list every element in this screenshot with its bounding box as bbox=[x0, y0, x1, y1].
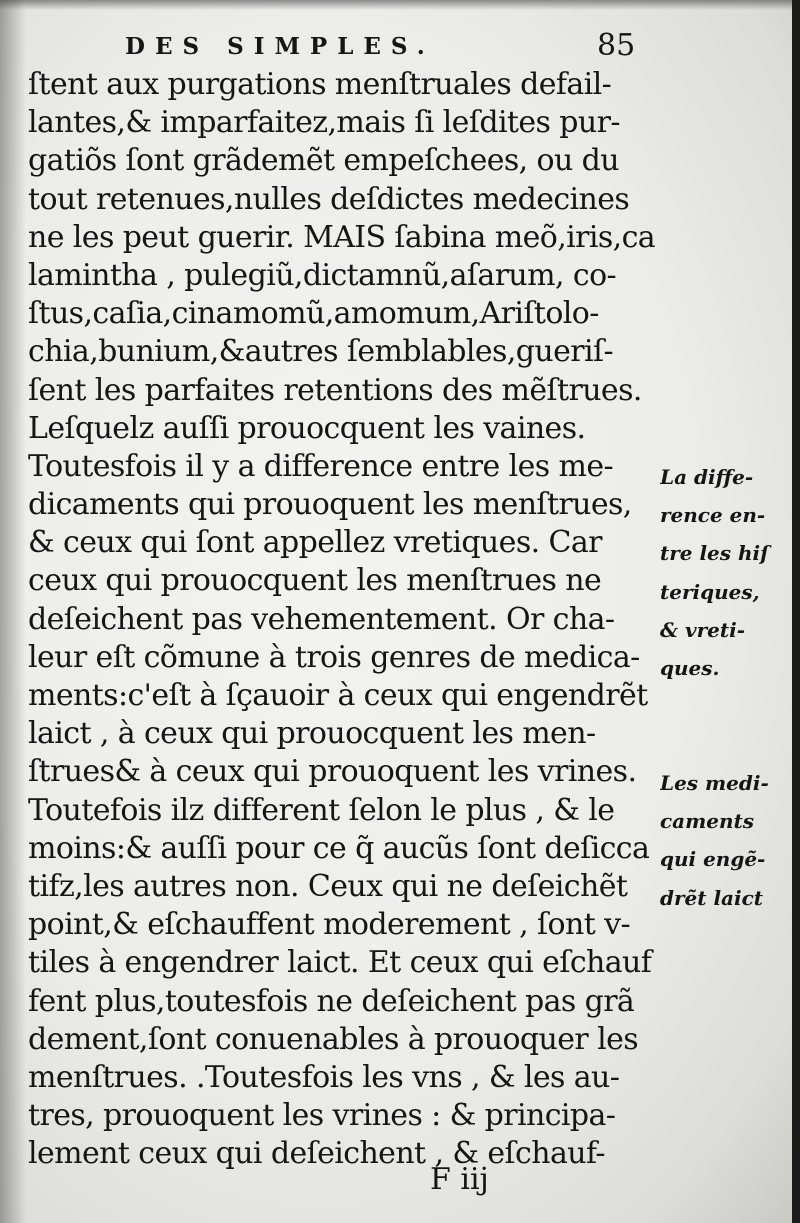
top-edge-shadow bbox=[0, 0, 800, 10]
margin-note-medicaments bbox=[660, 764, 795, 917]
text-line: ſtus,caſia,cinamomũ,amomum,Ariſtolo- bbox=[28, 296, 599, 332]
page-number: 85 bbox=[597, 28, 636, 63]
text-line: ceux qui prouocquent les menſtrues ne bbox=[28, 563, 602, 599]
text-line: laict , à ceux qui prouocquent les men- bbox=[28, 716, 596, 752]
text-line: chia,bunium,&autres ſemblables,gueriſ- bbox=[28, 334, 614, 370]
text-line: tout retenues,nulles deſdictes medecines bbox=[28, 181, 630, 217]
text-line: Toutesfois il y a difference entre les me- bbox=[28, 448, 614, 484]
margin-note-line: rence en- bbox=[660, 503, 766, 528]
text-line: fent plus,toutesfois ne deſeichent pas grã bbox=[28, 983, 635, 1019]
margin-note-line: & vreti- bbox=[660, 617, 746, 642]
text-line: leur eſt cõmune à trois genres de medica- bbox=[28, 639, 640, 675]
margin-note-line: caments bbox=[660, 809, 755, 834]
text-line: ſtrues& à ceux qui prouoquent les vrines. bbox=[28, 754, 637, 790]
margin-note-line: La diffe- bbox=[660, 465, 754, 489]
margin-note-line: ques. bbox=[660, 655, 720, 680]
margin-note-line: tre les hiſ bbox=[660, 541, 769, 566]
text-line: lamintha , pulegiũ,dictamnũ,aſarum, co- bbox=[28, 257, 617, 293]
signature-mark: F iij bbox=[430, 1162, 489, 1197]
text-line: dicaments qui prouoquent les menſtrues, bbox=[28, 487, 632, 523]
text-line: lantes,& imparfaitez,mais ſi leſdites pur- bbox=[28, 105, 620, 141]
margin-note-line: teriques, bbox=[660, 579, 760, 604]
text-line: gatiõs ſont grãdemẽt empeſchees, ou du bbox=[28, 143, 619, 179]
text-line: ne les peut guerir. MAIS ſabina meõ,iris,ca bbox=[28, 219, 656, 255]
text-line: menſtrues. .Toutesfois les vns , & les au- bbox=[28, 1059, 620, 1095]
gutter-shadow bbox=[0, 0, 26, 1223]
text-line: ſtent aux purgations menſtruales defail- bbox=[28, 67, 612, 102]
text-line: dement,ſont conuenables à prouoquer les bbox=[28, 1021, 639, 1057]
margin-note-line: Les medi- bbox=[660, 771, 769, 795]
text-line: moins:& auſſi pour ce q̃ aucũs ſont deſicca bbox=[28, 830, 650, 866]
running-head: DES SIMPLES. bbox=[125, 33, 435, 60]
text-line: ſent les parfaites retentions des mẽſtrues. bbox=[28, 372, 642, 408]
text-line: deſeichent pas vehementement. Or cha- bbox=[28, 601, 615, 637]
text-line: tiles à engendrer laict. Et ceux qui eſchauf bbox=[28, 945, 652, 981]
text-line: Leſquelz auſſi prouocquent les vaines. bbox=[28, 410, 586, 446]
margin-note-line: drẽt laict bbox=[660, 885, 764, 910]
margin-note-line: qui engẽ- bbox=[660, 847, 766, 872]
margin-note-difference bbox=[660, 458, 795, 687]
text-line: tifz,les autres non. Ceux qui ne deſeichẽt bbox=[28, 868, 628, 904]
text-line: lement ceux qui deſeichent , & eſchauf- bbox=[28, 1136, 605, 1172]
text-line: & ceux qui ſont appellez vretiques. Car bbox=[28, 525, 602, 561]
text-line: Toutefois ilz different ſelon le plus , & le bbox=[28, 792, 615, 828]
text-line: ments:c'eſt à ſçauoir à ceux qui engendrẽt bbox=[28, 678, 648, 713]
text-line: tres, prouoquent les vrines : & principa- bbox=[28, 1098, 616, 1134]
text-line: point,& eſchauffent moderement , ſont v- bbox=[28, 907, 630, 943]
body-text bbox=[28, 66, 656, 1173]
